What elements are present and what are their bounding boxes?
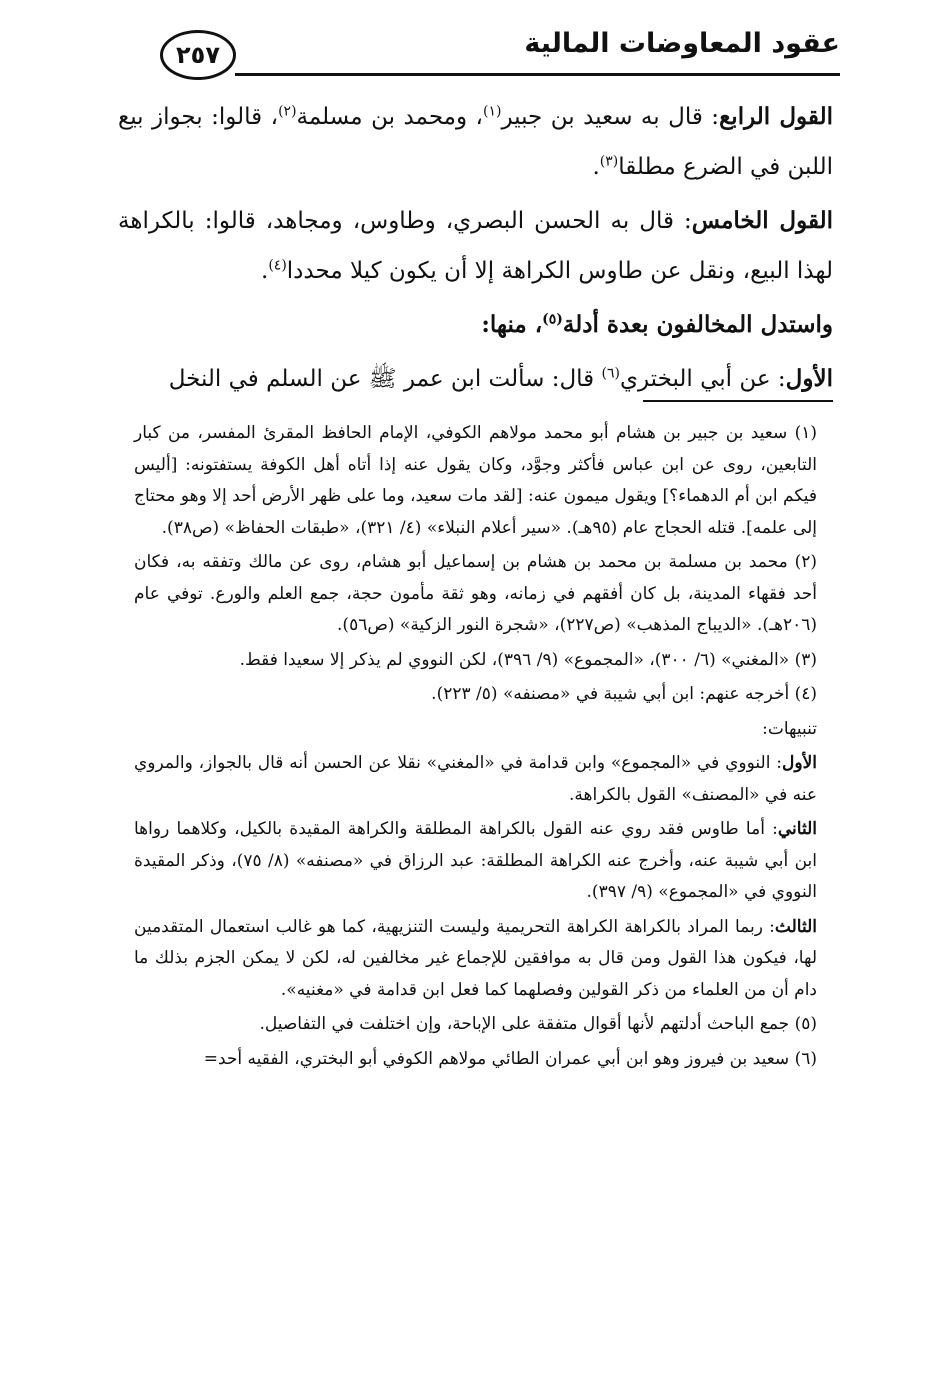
paragraph-fifth-opinion bbox=[118, 196, 833, 296]
main-text bbox=[118, 92, 833, 408]
text-run: ، ومحمد بن مسلمة bbox=[296, 104, 483, 130]
text-run: : قال به الحسن البصري، وطاوس، ومجاهد، قالوا: بالكراهة لهذا البيع، ونقل عن طاوس الكراهة إلا أن يكون كيلا محددا bbox=[118, 208, 833, 284]
footnotes bbox=[134, 418, 817, 1078]
footnote-3: (٣) «المغني» (٦/ ٣٠٠)، «المجموع» (٩/ ٣٩٦)، لكن النووي لم يذكر إلا سعيدا فقط. bbox=[239, 649, 817, 670]
page-number-badge: ٢٥٧ bbox=[160, 30, 236, 80]
note-label: الثاني bbox=[777, 819, 817, 839]
opinion-heading: القول الخامس bbox=[691, 207, 833, 234]
footnote-4: (٤) أخرجه عنهم: ابن أبي شيبة في «مصنفه» (٥/ ٢٢٣). bbox=[431, 684, 817, 704]
note-label: الأول bbox=[782, 753, 817, 773]
footnote-ref: (٣) bbox=[599, 153, 619, 170]
note-text: : النووي في «المجموع» وابن قدامة في «المغني» نقلا عن الحسن أنه قال بالجواز، والمروي عنه في «المصنف» القول بالكراهة. bbox=[134, 753, 817, 805]
footnote-ref: (١) bbox=[482, 103, 502, 120]
note-second bbox=[134, 814, 817, 909]
footnote-6: (٦) سعيد بن فيروز وهو ابن أبي عمران الطائي مولاهم الكوفي أبو البختري، الفقيه أحد= bbox=[203, 1048, 817, 1069]
note-text: : ربما المراد بالكراهة الكراهة التحريمية وليست التنزيهية، كما هو غالب استعمال المتقدمين لها، فيكون هذا القول ومن قال به موافقين للإجماع غير مخالفين له، لكن لا يمكن الجزم بذلك ما دام أن من العلماء من ذكر القولين وفصلهما كما فعل ابن قدامة في «مغنيه». bbox=[134, 916, 817, 1000]
text-run: : عن أبي البختري bbox=[619, 366, 786, 392]
text-run: . bbox=[261, 258, 269, 284]
header-rule bbox=[235, 73, 840, 76]
text-run: : قال به سعيد بن جبير bbox=[501, 104, 720, 130]
opinion-heading: القول الرابع bbox=[719, 103, 833, 130]
note-third bbox=[134, 912, 817, 1007]
footnote-divider bbox=[643, 400, 833, 402]
footnote-ref: (٢) bbox=[278, 103, 297, 120]
footnote-ref: (٤) bbox=[268, 257, 287, 274]
evidence-heading: الأول bbox=[785, 365, 833, 392]
paragraph-fourth-opinion bbox=[118, 92, 833, 192]
running-title: عقود المعاوضات المالية bbox=[524, 28, 840, 59]
footnote-5: (٥) جمع الباحث أدلتهم لأنها أقوال متفقة على الإباحة، وإن اختلفت في التفاصيل. bbox=[259, 1014, 817, 1034]
paragraph-first-evidence bbox=[118, 354, 833, 404]
note-label: الثالث bbox=[774, 916, 817, 937]
text-run: واستدل المخالفون بعدة أدلة bbox=[562, 311, 833, 338]
note-first bbox=[134, 748, 817, 811]
text-run: قال: سألت ابن عمر ﷺ عن السلم في النخل bbox=[168, 366, 602, 392]
footnote-2: (٢) محمد بن مسلمة بن محمد بن هشام بن إسماعيل أبو هشام، روى عن مالك وتفقه به، فكان أحد فقهاء المدينة، بل كان أفقهم في زمانه، وهو ثقة مأمون حجة، جمع العلم والورع. توفي عام (٢٠٦هـ). «الديباج المذهب» (ص٢٢٧)، «شجرة النور الزكية» (ص٥٦). bbox=[134, 552, 817, 635]
note-text: : أما طاوس فقد روي عنه القول بالكراهة المطلقة والكراهة المقيدة بالكيل، وكلاهما رواها ابن أبي شيبة عنه، وأخرج عنه الكراهة المطلقة: عبد الرزاق في «مصنفه» (٨/ ٧٥)، وذكر المقيدة النووي في «المجموع» (٩/ ٣٩٧). bbox=[134, 819, 817, 902]
footnote-1: (١) سعيد بن جبير بن هشام أبو محمد مولاهم الكوفي، الإمام الحافظ المقرئ المفسر، من كبار التابعين، روى عن ابن عباس فأكثر وجوَّد، وكان يقول عنه إذا أتاه أهل الكوفة يستفتونه: [أليس فيكم ابن أم الدهماء؟] ويقول ميمون عنه: [لقد مات سعيد، وما على ظهر الأرض أحد إلا وهو محتاج إلى علمه]. قتله الحجاج عام (٩٥هـ). «سير أعلام النبلاء» (٤/ ٣٢١)، «طبقات الحفاظ» (ص٣٨). bbox=[134, 423, 817, 538]
notes-heading: تنبيهات: bbox=[762, 718, 817, 739]
text-run: ، قالوا: بجواز بيع اللبن في الضرع مطلقا bbox=[118, 104, 833, 180]
page-header bbox=[150, 18, 840, 88]
footnote-ref: (٦) bbox=[601, 365, 620, 382]
paragraph-evidence-intro bbox=[118, 300, 833, 350]
text-run: ، منها: bbox=[481, 311, 543, 338]
text-run: . bbox=[592, 154, 600, 180]
footnote-ref: (٥) bbox=[542, 311, 563, 328]
